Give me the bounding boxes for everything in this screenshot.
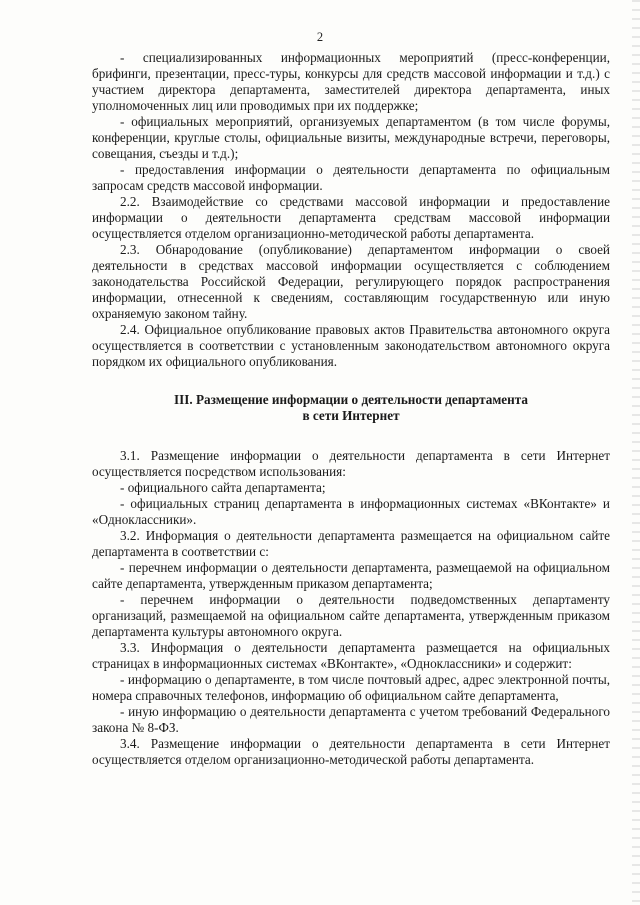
paragraph-official-events: - официальных мероприятий, организуемых департаментом (в том числе форумы, конференции, круглые столы, официальные визиты, международные встречи, переговоры, совещания, съезды и т.д.); [92, 114, 610, 161]
scan-edge-marks [632, 0, 640, 905]
paragraph-3-2: 3.2. Информация о деятельности департамента размещается на официальном сайте департамента в соответствии с: [92, 528, 610, 559]
page-number: 2 [316, 30, 324, 44]
paragraph-2-2: 2.2. Взаимодействие со средствами массовой информации и предоставление информации о деятельности департамента средствам массовой информации осуществляется отделом организационно-методической работы департамента. [92, 194, 610, 241]
paragraph-2-4: 2.4. Официальное опубликование правовых актов Правительства автономного округа осуществляется в соответствии с установленным законодательством автономного округа порядком их официального опубликования. [92, 322, 610, 369]
paragraph-pr-events: - специализированных информационных мероприятий (пресс-конференции, брифинги, презентации, пресс-туры, конкурсы для средств массовой информации и т.д.) с участием директора департамента, заместителей директора департамента, иных уполномоченных лиц или проводимых при их поддержке; [92, 50, 610, 113]
list-item-social-pages: - официальных страниц департамента в информационных системах «ВКонтакте» и «Одноклассники». [92, 496, 610, 527]
section-heading-line-1: III. Размещение информации о деятельности департамента [174, 392, 528, 407]
paragraph-3-3: 3.3. Информация о деятельности департамента размещается на официальных страницах в информационных системах «ВКонтакте», «Одноклассники» и содержит: [92, 640, 610, 671]
paragraph-3-4: 3.4. Размещение информации о деятельности департамента в сети Интернет осуществляется отделом организационно-методической работы департамента. [92, 736, 610, 767]
document-body [92, 50, 610, 768]
list-item-department-contacts: - информацию о департаменте, в том числе почтовый адрес, адрес электронной почты, номера справочных телефонов, информацию об официальном сайте департамента, [92, 672, 610, 703]
paragraph-media-requests: - предоставления информации о деятельности департамента по официальным запросам средств массовой информации. [92, 162, 610, 193]
paragraph-3-1: 3.1. Размещение информации о деятельности департамента в сети Интернет осуществляется посредством использования: [92, 448, 610, 479]
section-heading-line-2: в сети Интернет [302, 408, 400, 423]
list-item-other-info: - иную информацию о деятельности департамента с учетом требований Федерального закона № 8-ФЗ. [92, 704, 610, 735]
list-item-department-info-list: - перечнем информации о деятельности департамента, размещаемой на официальном сайте департамента, утвержденным приказом департамента; [92, 560, 610, 591]
list-item-official-site: - официального сайта департамента; [120, 480, 326, 495]
paragraph-2-3: 2.3. Обнародование (опубликование) департаментом информации о своей деятельности в средствах массовой информации осуществляется с соблюдением законодательства Российской Федерации, регулирующего порядок распространения информации, отнесенной к сведениям, составляющим государственную или иную охраняемую законом тайну. [92, 242, 610, 321]
list-item-subordinate-info-list: - перечнем информации о деятельности подведомственных департаменту организаций, размещаемой на официальном сайте департамента, утвержденным приказом департамента культуры автономного округа. [92, 592, 610, 639]
section-heading [92, 392, 610, 424]
